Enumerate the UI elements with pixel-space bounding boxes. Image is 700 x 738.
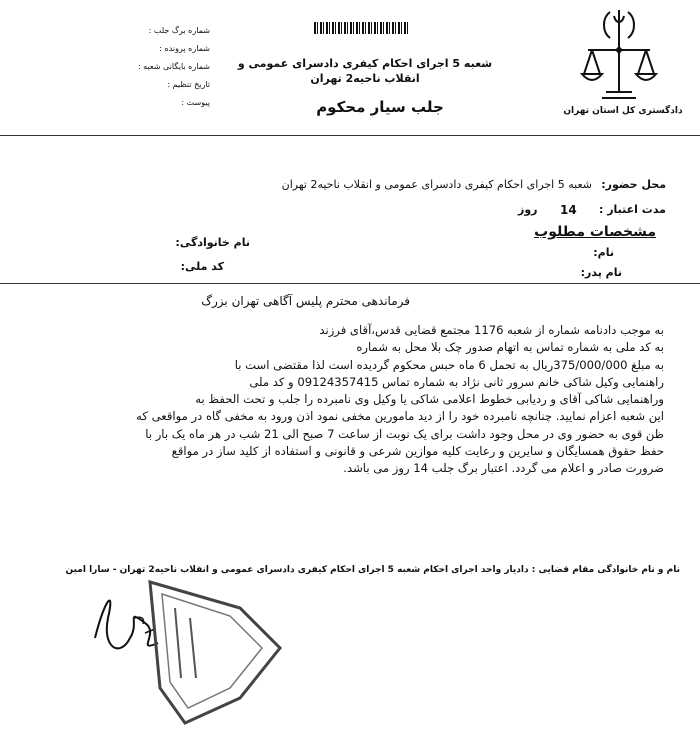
national-id-label: کد ملی: bbox=[180, 260, 224, 273]
stamp-outline bbox=[150, 582, 280, 723]
field-warrant-number: شماره برگ جلب : bbox=[148, 26, 210, 35]
location-value: شعبه 5 اجرای احکام کیفری دادسرای عمومی و انقلاب ناحیه2 تهران bbox=[281, 178, 592, 191]
family-name-label: نام خانوادگی: bbox=[175, 236, 250, 249]
body-line: ضرورت صادر و اعلام می گردد. اعتبار برگ جلب 14 روز می باشد. bbox=[343, 461, 664, 476]
addressee: فرماندهی محترم پلیس آگاهی تهران بزرگ bbox=[201, 294, 410, 308]
barcode bbox=[314, 22, 410, 34]
duration-unit: روز bbox=[518, 203, 538, 216]
field-date: تاریخ تنظیم : bbox=[167, 80, 210, 89]
body-line: راهنمایی وکیل شاکی خانم سرور ثانی نژاد به شماره تماس 09124357415 و کد ملی bbox=[249, 374, 664, 389]
duration-value: 14 bbox=[560, 203, 577, 217]
location-label: محل حضور: bbox=[601, 178, 666, 191]
document-title: جلب سیار محکوم bbox=[316, 98, 444, 116]
divider bbox=[0, 135, 700, 136]
body-line: وراهنمایی شاکی آقای و ردیابی خطوط اعلامی شاکی یا وکیل وی نامبرده را جلب و تحت الحفظ به bbox=[195, 392, 664, 407]
signature bbox=[95, 601, 158, 649]
body-line: به موجب دادنامه شماره از شعبه 1176 مجتمع قضایی قدس،آقای فرزند bbox=[319, 323, 664, 337]
scales-emblem-icon bbox=[580, 6, 658, 104]
court-name: دادگستری کل استان تهران bbox=[563, 106, 683, 116]
branch-title: شعبه 5 اجرای احکام کیفری دادسرای عمومی و انقلاب ناحیه2 تهران bbox=[237, 57, 493, 85]
body-line: به کد ملی به شماره تماس به اتهام صدور چک بلا محل به شماره bbox=[356, 340, 664, 355]
body-line: ظن قوی به حضور وی در محل وجود داشت برای یک نوبت از ساعت 7 صبح الی 21 شب در هر ماه یک بار با bbox=[145, 426, 664, 441]
wanted-section-title: مشخصات مطلوب bbox=[534, 224, 656, 240]
body-line: این شعبه اعزام نمایید. چنانچه نامبرده خود را از دید مامورین مخفی نمود اذن ورود به مخفی گاه در مواقعی که bbox=[136, 409, 664, 424]
judicial-authority: نام و نام خانوادگی مقام قضایی : دادیار واحد اجرای احکام شعبه 5 اجرای احکام کیفری دادسرای عمومی و انقلاب ناحیه2 تهران - سارا امین bbox=[65, 565, 680, 575]
field-case-number: شماره پرونده : bbox=[159, 44, 210, 53]
father-name-label: نام پدر: bbox=[580, 266, 622, 279]
duration-label: مدت اعتبار : bbox=[598, 203, 666, 216]
field-attachment: پیوست : bbox=[181, 98, 210, 107]
warrant-body bbox=[34, 322, 664, 478]
body-line: حفظ حقوق همسایگان و سایرین و رعایت کلیه موازین شرعی و قانونی و استفاده از کلید ساز در مواقع bbox=[171, 444, 664, 459]
signature-stamp bbox=[90, 578, 350, 728]
body-line: به مبلغ 375/000/000ریال به تحمل 6 ماه حبس محکوم گردیده است لذا مقتضی است با bbox=[234, 357, 664, 372]
divider bbox=[0, 283, 700, 284]
header-fields bbox=[100, 22, 210, 112]
name-label: نام: bbox=[593, 246, 614, 259]
field-archive-number: شماره بایگانی شعبه : bbox=[137, 62, 210, 71]
